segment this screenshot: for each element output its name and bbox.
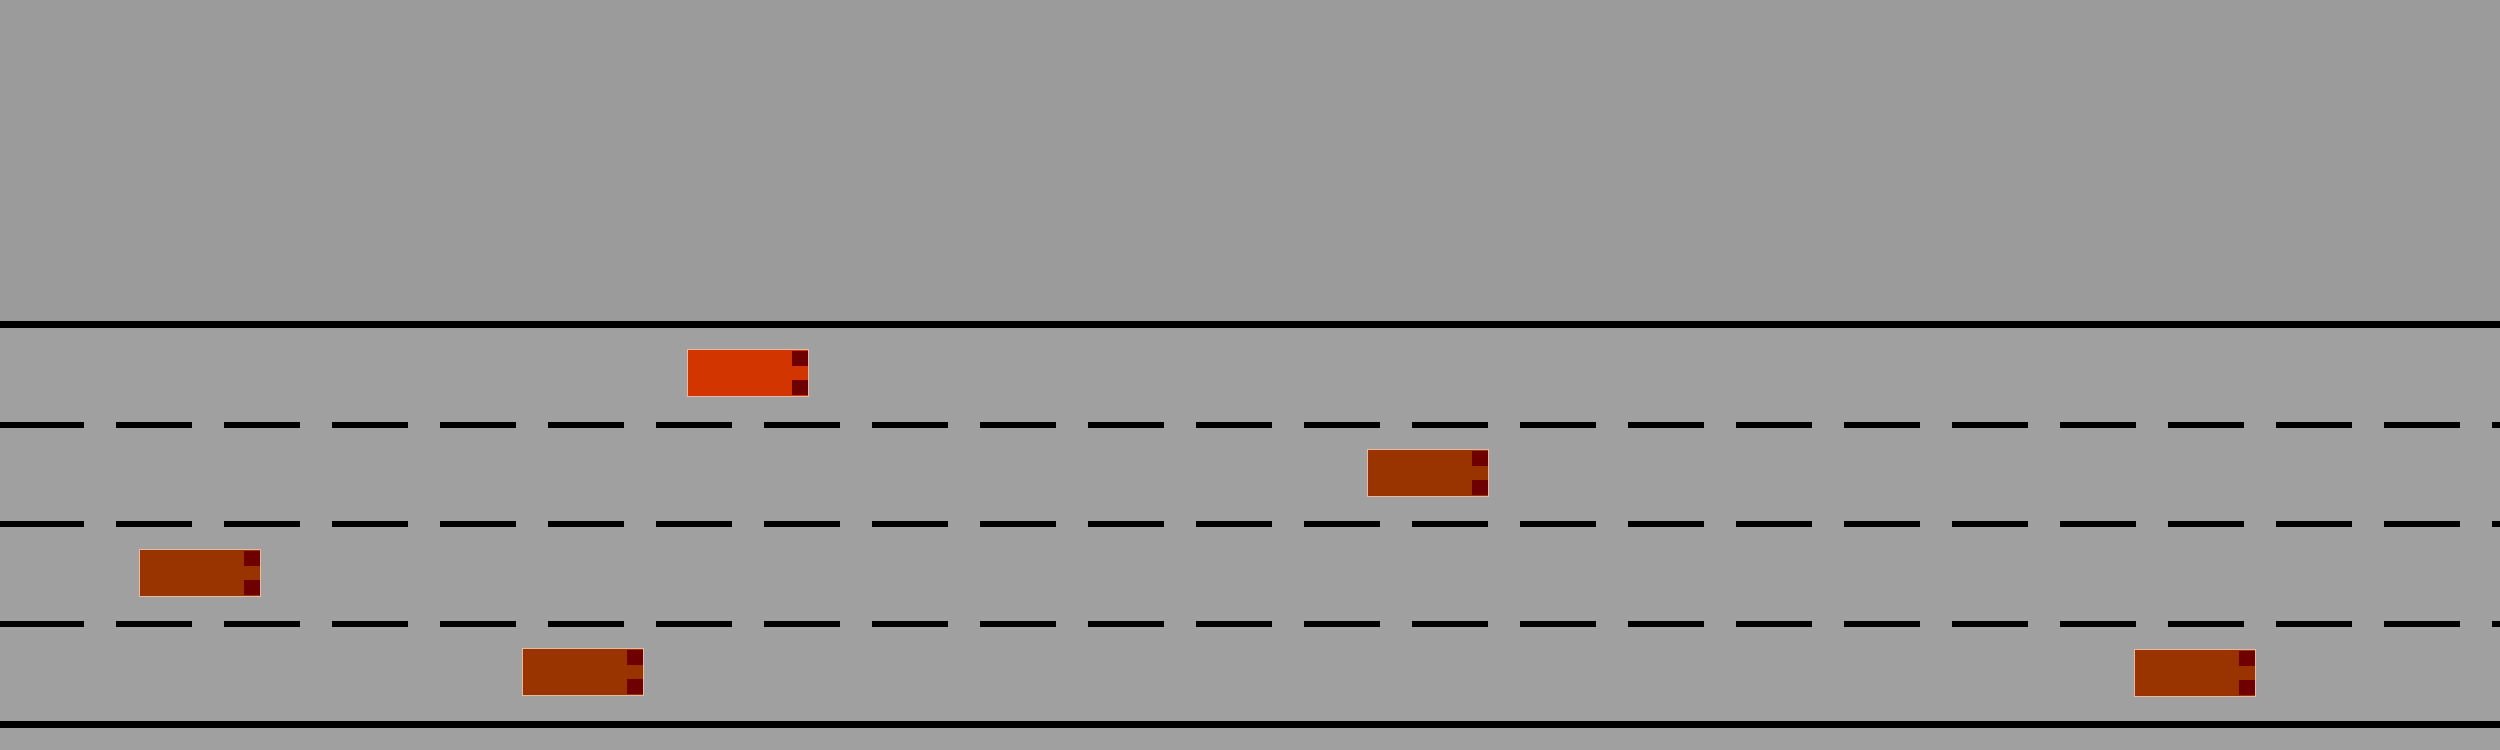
- tail-light: [1472, 451, 1488, 466]
- lane-divider-2: [0, 521, 2500, 527]
- ego-car: [687, 349, 809, 397]
- background-area: [0, 0, 2500, 321]
- tail-light: [792, 351, 808, 366]
- road-top-edge-line: [0, 321, 2500, 328]
- tail-light: [244, 580, 260, 595]
- tail-light: [2239, 651, 2255, 666]
- tail-light: [627, 679, 643, 694]
- tail-light: [2239, 680, 2255, 695]
- traffic-car: [1367, 449, 1489, 497]
- lane-divider-1: [0, 422, 2500, 428]
- road-bottom-edge-line: [0, 721, 2500, 728]
- tail-light: [627, 650, 643, 665]
- traffic-car: [522, 648, 644, 696]
- traffic-car: [139, 549, 261, 597]
- lane-divider-3: [0, 621, 2500, 627]
- tail-light: [792, 380, 808, 395]
- traffic-car: [2134, 649, 2256, 697]
- tail-light: [1472, 480, 1488, 495]
- road-surface: [0, 321, 2500, 750]
- tail-light: [244, 551, 260, 566]
